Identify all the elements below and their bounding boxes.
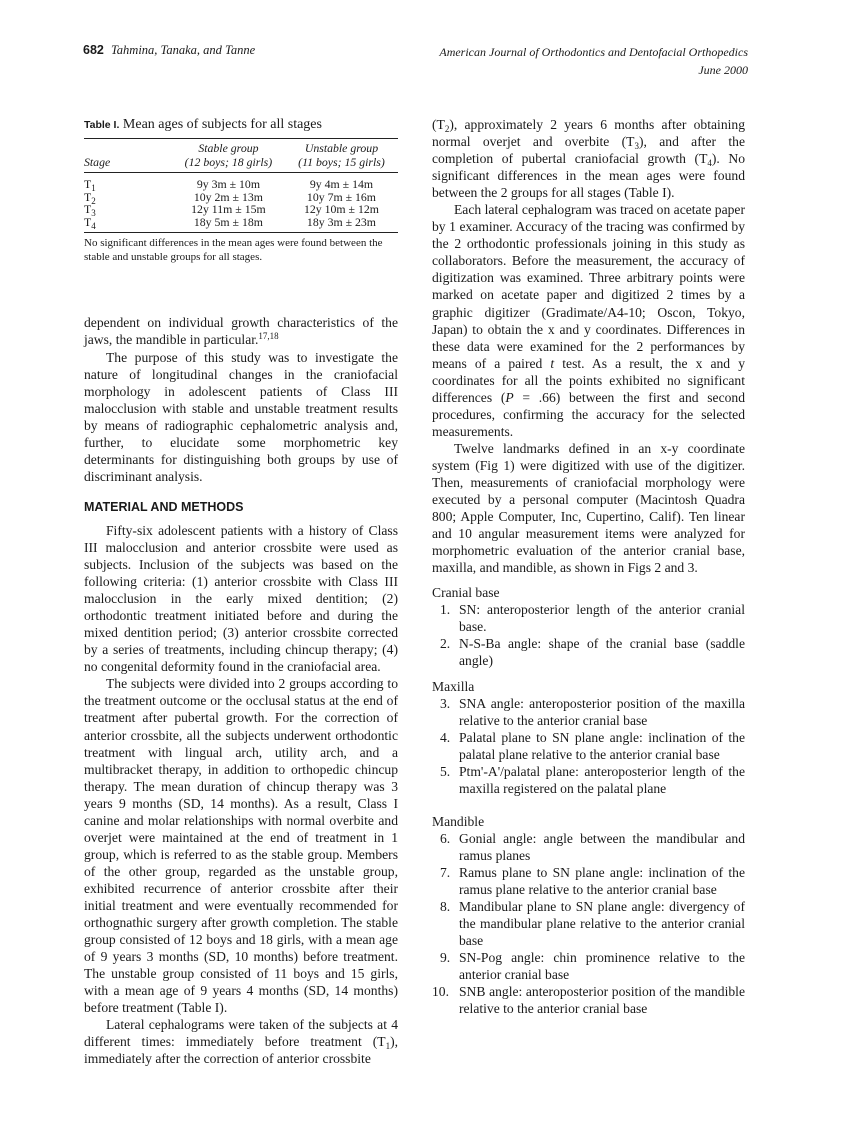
stage-cell: $T_4$	[84, 214, 96, 231]
list-item: 5. Ptm'-A'/palatal plane: anteroposterior length of the maxilla registered on the palatal plane	[440, 763, 745, 796]
stage-cell: $T_1$	[84, 177, 96, 194]
paragraph: Twelve landmarks defined in an x-y coordinate system (Fig 1) were digitized with use of the digitizer. Then, measurements of craniofacial morphology were executed by a personal computer (Macintosh Quadra 800; Apple Computer, Inc, Cupertino, Calif). Ten linear and 10 angular measurement items were analyzed for morphometric evaluation of the anterior cranial base, maxilla, and mandible, as shown in Figs 2 and 3.	[432, 440, 745, 576]
table-row	[84, 203, 398, 216]
list-item: 3. SNA angle: anteroposterior position of the maxilla relative to the anterior cranial base	[440, 695, 745, 728]
stage-cell: $T_3$	[84, 202, 96, 219]
list-item: 2. N-S-Ba angle: shape of the cranial base (saddle angle)	[440, 636, 745, 669]
running-header-right	[439, 43, 748, 79]
list-heading-cranial-base: Cranial base	[432, 585, 500, 601]
list-item: 8. Mandibular plane to SN plane angle: divergency of the mandibular plane relative to the anterior cranial base	[440, 899, 745, 949]
measurement-list-mandible	[432, 830, 745, 1018]
unstable-cell: 10y 7m ± 16m	[306, 189, 376, 204]
stable-group-n: (12 boys; 18 girls)	[184, 155, 273, 170]
list-item: 6. Gonial angle: angle between the mandibular and ramus planes	[440, 830, 745, 863]
table-row	[84, 216, 398, 233]
unstable-group-n: (11 boys; 15 girls)	[298, 155, 385, 170]
mean-ages-table	[84, 138, 398, 233]
right-column	[432, 116, 745, 1017]
list-item: 10. SNB angle: anteroposterior position of the mandible relative to the anterior cranial base	[432, 984, 745, 1017]
paragraph: The purpose of this study was to investigate the nature of longitudinal changes in the craniofacial morphology in adolescent patients of Class III malocclusion with stable and unstable treatment results by means of radiographic cephalometric analysis and, further, to elucidate some morphometric key determinants for distinguishing both groups by use of discriminant analysis.	[84, 349, 398, 484]
stable-group-name: Stable group	[198, 141, 259, 156]
col-header-stable	[172, 139, 285, 173]
list-item: 7. Ramus plane to SN plane angle: inclination of the ramus plane relative to the anterior cranial base	[440, 864, 745, 898]
col-header-stage: Stage	[84, 155, 111, 170]
unstable-cell: 12y 10m ± 12m	[303, 202, 379, 217]
table-1	[84, 116, 398, 264]
table-label: Table I.	[84, 119, 120, 131]
journal-name: American Journal of Orthodontics and Dentofacial Orthopedics	[439, 45, 748, 59]
stable-cell: 12y 11m ± 15m	[191, 202, 266, 217]
section-heading: MATERIAL AND METHODS	[84, 499, 244, 514]
table-footnote: No significant differences in the mean ages were found between the stable and unstable groups for all stages.	[84, 237, 383, 263]
list-heading-maxilla: Maxilla	[432, 678, 475, 694]
stable-cell: 10y 2m ± 13m	[193, 189, 263, 204]
measurement-list-maxilla	[432, 695, 745, 797]
table-caption: Mean ages of subjects for all stages	[122, 117, 322, 132]
paragraph: The subjects were divided into 2 groups according to the treatment outcome or the occlusal status at the end of treatment after pubertal growth. For the correction of anterior crossbite, all the subjects underwent orthodontic treatment with lingual arch, utility arch, and a multibracket therapy, in addition to orthopedic chincup therapy. The mean duration of chincup therapy was 3 years 9 months (SD, 14 months). As a result, Class I canine and molar relationships with normal overbite and overjet were maintained at the end of treatment in 1 group, which is referred to as the stable group. Members of the other group, regarded as the unstable group, exhibited recurrence of anterior crossbite after their initial treatment and were eventually recommended for orthognathic surgery after growth completion. The stable group consisted of 12 boys and 18 girls, with a mean age of 9 years 3 months (SD, 10 months) before treatment. The unstable group consisted of 11 boys and 15 girls, with a mean age of 9 years 4 months (SD, 14 months) before treatment (Table I).	[84, 676, 398, 1016]
paragraph: Lateral cephalograms were taken of the subjects at 4 different times: immediately before treatment $(T_1)$, immediately after the correction of anterior crossbite	[84, 1017, 398, 1067]
measurement-list-cranial-base	[432, 601, 745, 669]
unstable-group-name: Unstable group	[304, 141, 379, 156]
table-title	[84, 116, 398, 134]
unstable-cell: 9y 4m ± 14m	[309, 177, 374, 192]
stable-cell: 18y 5m ± 18m	[193, 214, 263, 229]
citation-ref: 17,18	[258, 331, 279, 342]
table-row	[84, 173, 398, 191]
stage-cell: $T_2$	[84, 189, 96, 206]
list-item: 4. Palatal plane to SN plane angle: inclination of the palatal plane relative to the anterior cranial base	[440, 729, 745, 762]
unstable-cell: 18y 3m ± 23m	[306, 214, 376, 229]
stable-cell: 9y 3m ± 10m	[196, 177, 260, 192]
list-item: 1. SN: anteroposterior length of the anterior cranial base.	[440, 602, 745, 635]
paragraph: dependent on individual growth characteristics of the jaws, the mandible in particular.$^{17,18}$	[84, 315, 398, 348]
col-header-unstable	[285, 139, 398, 173]
authors: Tahmina, Tanaka, and Tanne	[110, 43, 256, 57]
issue-date: June 2000	[698, 63, 748, 77]
paragraph: Fifty-six adolescent patients with a history of Class III malocclusion and anterior crossbite were used as subjects. Inclusion of the subjects was based on the following criteria: (1) anterior crossbite with Class III malocclusion in the early mixed dentition; (2) orthodontic treatment initiated before and during the mixed dentition period; (3) anterior crossbite corrected by a series of treatments, including chincup therapy; (4) no congenital deformity found in the craniofacial area.	[84, 522, 398, 675]
paragraph: Each lateral cephalogram was traced on acetate paper by 1 examiner. Accuracy of the tracing was confirmed by the 2 orthodontic professionals joining in this study as collaborators. Before the measurement, the accuracy of digitization was examined. Three arbitrary points were marked on acetate paper and digitized 2 times by a graphic digitizer (Gradimate/A4-10; Oscon, Tokyo, Japan) to obtain the x and y coordinates. Differences in these data were examined for the 2 performances by means of a paired t test. As a result, the x and y coordinates for all the points exhibited no significant differences (P = .66) between the first and second procedures, confirming the accuracy for the selected measurements.	[432, 202, 745, 439]
left-column	[84, 116, 398, 1067]
running-header-left	[83, 43, 255, 58]
list-item: 9. SN-Pog angle: chin prominence relative to the anterior cranial base	[440, 950, 745, 983]
list-heading-mandible: Mandible	[432, 813, 485, 829]
paragraph: $(T_2)$, approximately 2 years 6 months after obtaining normal overjet and overbite $(T_3)$, and after the completion of pubertal craniofacial growth $(T_4)$. No significant differences in the mean ages were found between the 2 groups for all stages (Table I).	[432, 117, 745, 201]
page-number: 682	[83, 43, 104, 57]
